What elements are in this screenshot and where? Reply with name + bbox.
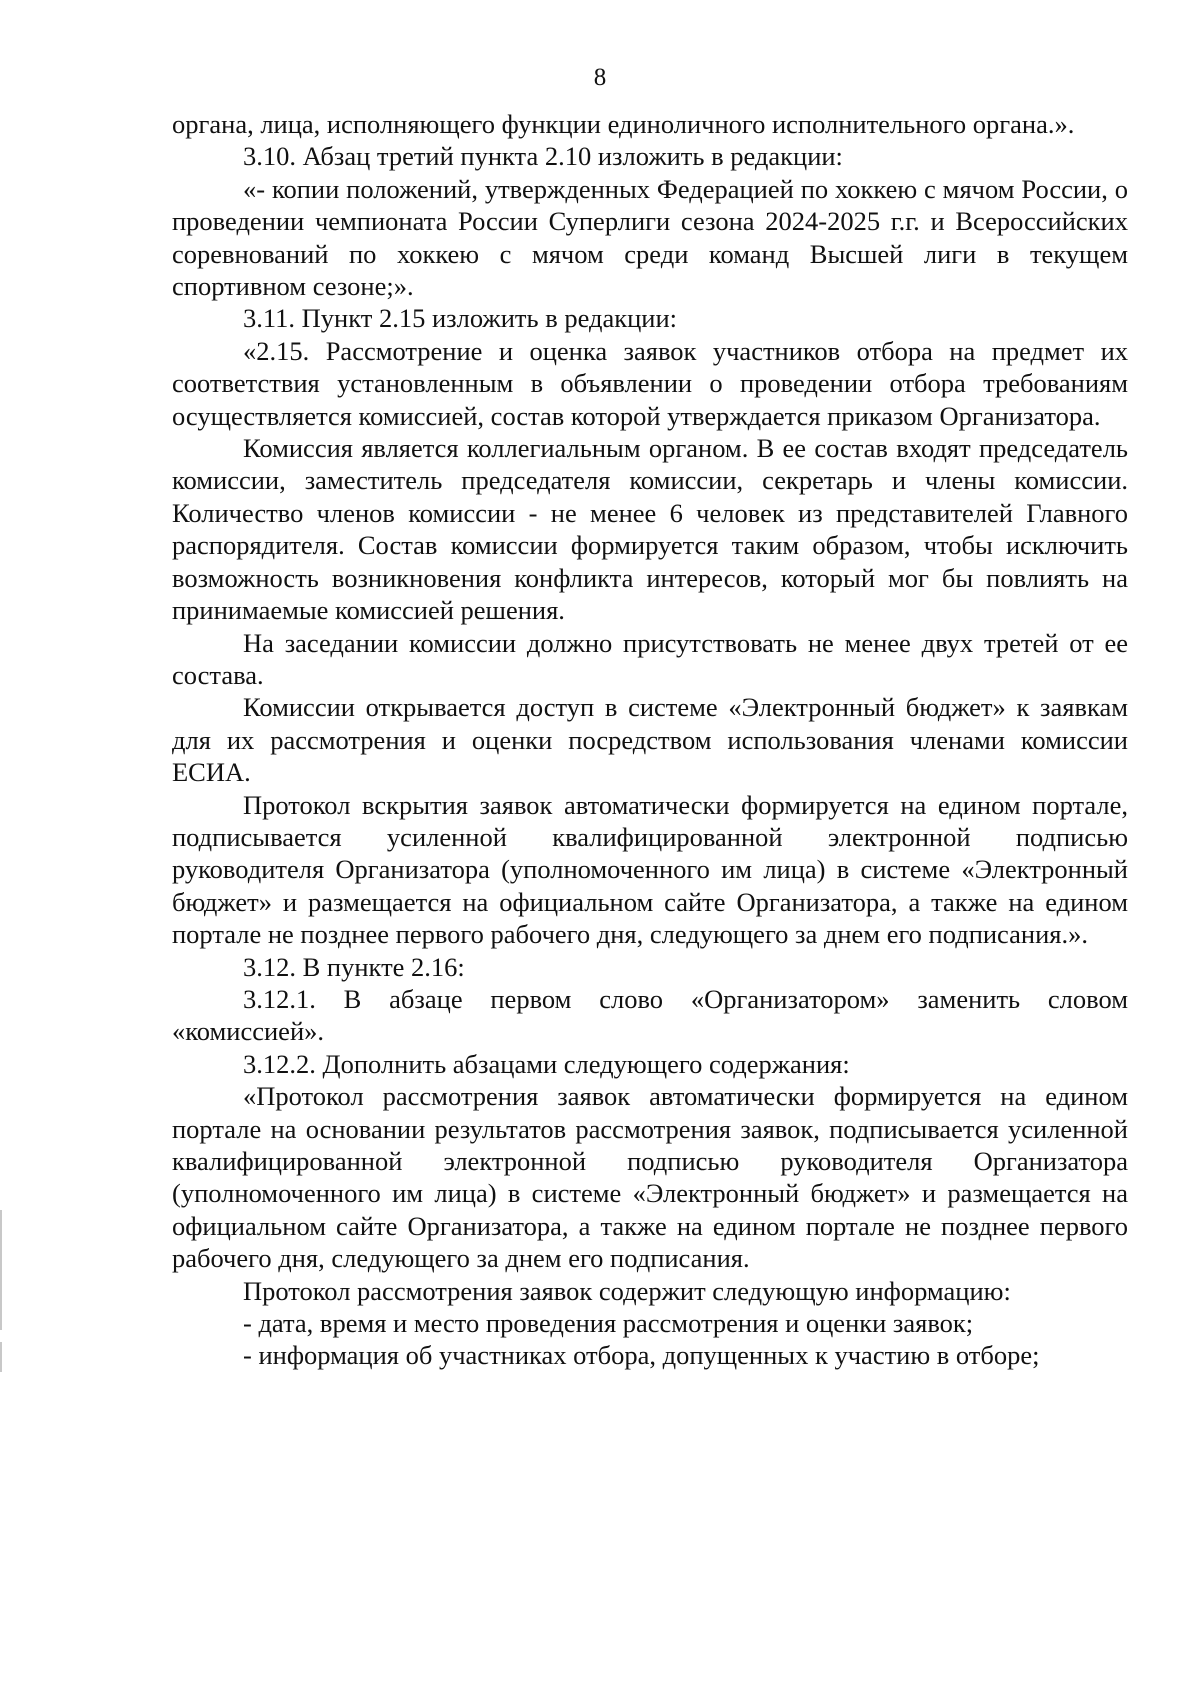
document-body: [172, 108, 1128, 1372]
scan-margin-mark: [0, 1210, 2, 1330]
paragraph-item-3-12-1: 3.12.1. В абзаце первом слово «Организатором» заменить словом «комиссией».: [172, 983, 1128, 1047]
paragraph-item-3-12-2: 3.12.2. Дополнить абзацами следующего содержания:: [243, 1048, 850, 1079]
paragraph-commission-composition: Комиссия является коллегиальным органом. В ее состав входят председатель комиссии, заместитель председателя комиссии, секретарь и члены комиссии. Количество членов комиссии - не менее 6 человек из представителей Главного распорядителя. Состав комиссии формируется таким образом, чтобы исключить возможность возникновения конфликта интересов, который мог бы повлиять на принимаемые комиссией решения.: [172, 433, 1128, 626]
paragraph-item-3-12: 3.12. В пункте 2.16:: [243, 951, 465, 982]
list-item-admitted-participants: - информация об участниках отбора, допущенных к участию в отборе;: [243, 1340, 1040, 1371]
paragraph-quote-2-15: «2.15. Рассмотрение и оценка заявок участников отбора на предмет их соответствия установленным в объявлении о проведении отбора требованиям осуществляется комиссией, состав которой утверждается приказом Организатора.: [172, 335, 1128, 431]
paragraph-opening-protocol: Протокол вскрытия заявок автоматически формируется на едином портале, подписывается усиленной квалифицированной электронной подписью руководителя Организатора (уполномоченного им лица) в системе «Электронный бюджет» и размещается на официальном сайте Организатора, а также на едином портале не позднее первого рабочего дня, следующего за днем его подписания.».: [172, 789, 1128, 950]
list-item-date-time-place: - дата, время и место проведения рассмотрения и оценки заявок;: [243, 1308, 974, 1339]
page-number: 8: [593, 64, 607, 91]
paragraph-protocol-contents: Протокол рассмотрения заявок содержит следующую информацию:: [243, 1275, 1011, 1306]
paragraph-review-protocol: «Протокол рассмотрения заявок автоматически формируется на едином портале на основании результатов рассмотрения заявок, подписывается усиленной квалифицированной электронной подписью руководителя Организатора (уполномоченного им лица) в системе «Электронный бюджет» и размещается на официальном сайте Организатора, а также на едином портале не позднее первого рабочего дня, следующего за днем его подписания.: [172, 1081, 1128, 1274]
paragraph-system-access: Комиссии открывается доступ в системе «Электронный бюджет» к заявкам для их рассмотрения и оценки посредством использования членами комиссии ЕСИА.: [172, 692, 1128, 788]
paragraph-quorum: На заседании комиссии должно присутствовать не менее двух третей от ее состава.: [172, 627, 1128, 690]
paragraph-item-3-11: 3.11. Пункт 2.15 изложить в редакции:: [243, 303, 678, 334]
scan-margin-mark: [0, 1342, 2, 1372]
paragraph-continuation: органа, лица, исполняющего функции единоличного исполнительного органа.».: [172, 109, 1075, 139]
paragraph-item-3-10: 3.10. Абзац третий пункта 2.10 изложить в редакции:: [243, 141, 843, 172]
paragraph-quote-2-10: «- копии положений, утвержденных Федерацией по хоккею с мячом России, о проведении чемпионата России Суперлиги сезона 2024-2025 г.г. и Всероссийских соревнований по хоккею с мячом среди команд Высшей лиги в текущем спортивном сезоне;».: [172, 173, 1128, 302]
